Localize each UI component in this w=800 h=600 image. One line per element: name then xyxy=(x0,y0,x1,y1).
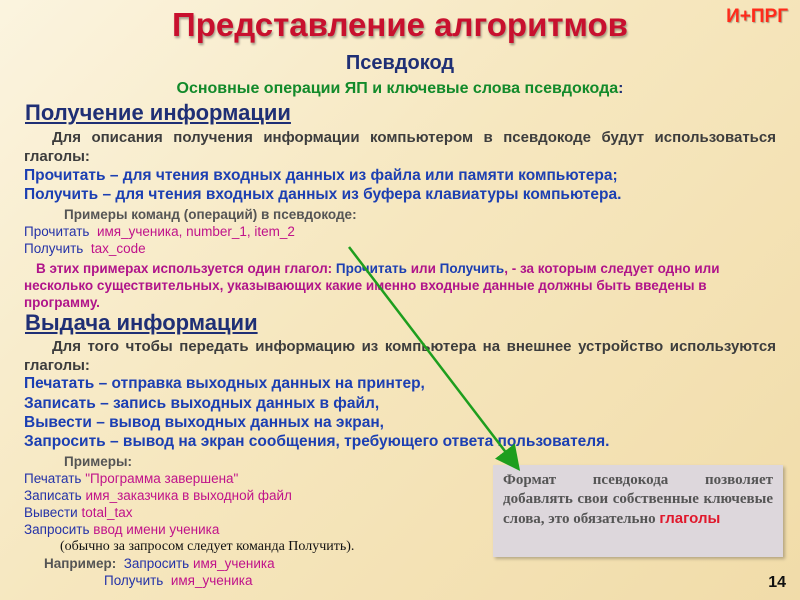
def-read: Прочитать – для чтения входных данных из файла или памяти компьютера; xyxy=(24,167,618,184)
example-keyword: Запросить xyxy=(123,556,190,571)
def-display: Вывести – вывод выходных данных на экран, xyxy=(24,414,384,431)
section-output-paragraph: Для того чтобы передать информацию из компьютера на внешнее устройство используются глаголы: xyxy=(24,338,776,374)
example-keyword: Получить xyxy=(24,241,84,256)
example-argument: total_tax xyxy=(81,505,133,520)
course-tag: И+ПРГ xyxy=(726,6,788,27)
example-keyword: Запросить xyxy=(24,522,90,537)
def-print: Печатать – отправка выходных данных на принтер, xyxy=(24,375,425,392)
def-write: Записать – запись выходных данных в файл, xyxy=(24,395,380,412)
example-argument: "Программа завершена" xyxy=(85,471,239,486)
callout-body: Формат псевдокода позволяет добавлять свои собственные ключевые слова, это обязательно xyxy=(503,472,773,527)
note-keyword: Получить xyxy=(439,261,505,276)
intro-text: Основные операции ЯП и ключевые слова псевдокода xyxy=(176,80,619,97)
arrow-line xyxy=(349,247,514,463)
def-prompt: Запросить – вывод на экран сообщения, требующего ответа пользователя. xyxy=(24,433,610,450)
callout-highlight: глаголы xyxy=(659,510,721,527)
examples-caption: Примеры: xyxy=(64,454,133,469)
section-output-heading: Выдача информации xyxy=(25,310,258,335)
example-keyword: Печатать xyxy=(24,471,82,486)
example-keyword: Вывести xyxy=(24,505,78,520)
example-keyword: Получить xyxy=(104,573,164,588)
example-keyword: Записать xyxy=(24,488,82,503)
prompt-remark: (обычно за запросом следует команда Получить). xyxy=(60,539,355,554)
section-input-heading: Получение информации xyxy=(25,100,291,125)
note-text: или xyxy=(406,261,440,276)
example-argument: tax_code xyxy=(90,241,146,256)
page-number: 14 xyxy=(768,574,786,591)
for-example-label: Например: xyxy=(44,556,117,571)
note-text: , - за которым следует одно или несколько существительных, указывающих какие именно входные данные должны быть введены в программу. xyxy=(24,261,720,310)
section-input-paragraph: Для описания получения информации компьютером в псевдокоде будут использоваться глаголы: xyxy=(24,129,776,165)
example-argument: имя_заказчика в выходной файл xyxy=(85,488,292,503)
slide-subtitle: Псевдокод xyxy=(345,52,455,74)
note-keyword: Прочитать xyxy=(335,261,407,276)
examples-caption: Примеры команд (операций) в псевдокоде: xyxy=(64,207,357,222)
note-text: В этих примерах используется один глагол: xyxy=(36,261,336,276)
example-keyword: Прочитать xyxy=(24,224,90,239)
example-argument: имя_ученика, number_1, item_2 xyxy=(96,224,295,239)
def-get: Получить – для чтения входных данных из буфера клавиатуры компьютера. xyxy=(24,186,622,203)
example-argument: ввод имени ученика xyxy=(93,522,220,537)
slide-title: Представление алгоритмов xyxy=(172,6,628,43)
example-argument: имя_ученика xyxy=(170,573,253,588)
example-argument: имя_ученика xyxy=(192,556,275,571)
intro-colon: : xyxy=(618,80,624,97)
